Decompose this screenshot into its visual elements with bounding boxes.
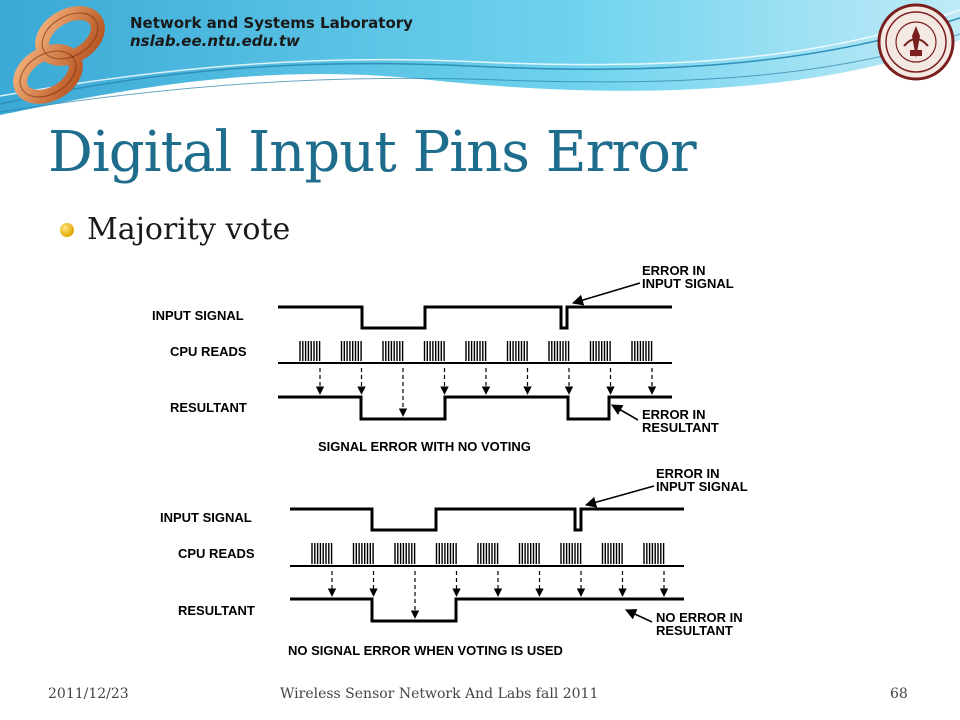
university-seal-icon (876, 2, 956, 82)
bottom-annotation-input-line1: ERROR IN (656, 466, 720, 481)
bottom-resultant-label: RESULTANT (178, 603, 255, 618)
top-cpu-label: CPU READS (170, 344, 247, 359)
bottom-annotation-result-arrow (626, 610, 652, 622)
bottom-caption: NO SIGNAL ERROR WHEN VOTING IS USED (288, 643, 563, 658)
bottom-input-label: INPUT SIGNAL (160, 510, 252, 525)
bottom-cpu-label: CPU READS (178, 546, 255, 561)
bullet-item: Majority vote (87, 212, 291, 247)
bottom-annotation-input-line2: INPUT SIGNAL (656, 479, 748, 494)
bullet-icon (60, 223, 74, 237)
top-annotation-input-line1: ERROR IN (642, 263, 706, 278)
bottom-annotation-input-arrow (586, 486, 654, 505)
lab-name: Network and Systems Laboratory (130, 14, 413, 32)
top-cpu-ticks (300, 341, 652, 361)
timing-diagram (0, 240, 960, 670)
footer-page-number: 68 (890, 686, 908, 702)
top-sample-arrows (320, 368, 652, 416)
slide-title: Digital Input Pins Error (48, 120, 696, 185)
bottom-input-waveform (290, 509, 684, 530)
top-annotation-input-arrow (573, 283, 640, 303)
footer-course: Wireless Sensor Network And Labs fall 2011 (280, 686, 599, 702)
bottom-sample-arrows (332, 571, 664, 618)
bottom-annotation-result-line1: NO ERROR IN (656, 610, 743, 625)
footer-date: 2011/12/23 (48, 686, 129, 702)
top-resultant-label: RESULTANT (170, 400, 247, 415)
top-resultant-waveform (278, 397, 672, 419)
lab-logo-icon (8, 6, 112, 106)
bottom-cpu-ticks (312, 543, 664, 564)
top-caption: SIGNAL ERROR WITH NO VOTING (318, 439, 531, 454)
top-annotation-result-arrow (612, 405, 638, 420)
top-input-waveform (278, 307, 672, 328)
bottom-annotation-result-line2: RESULTANT (656, 623, 733, 638)
top-annotation-input-line2: INPUT SIGNAL (642, 276, 734, 291)
lab-url: nslab.ee.ntu.edu.tw (130, 32, 300, 50)
top-input-label: INPUT SIGNAL (152, 308, 244, 323)
top-annotation-result-line2: RESULTANT (642, 420, 719, 435)
top-annotation-result-line1: ERROR IN (642, 407, 706, 422)
bottom-resultant-waveform (290, 599, 684, 621)
